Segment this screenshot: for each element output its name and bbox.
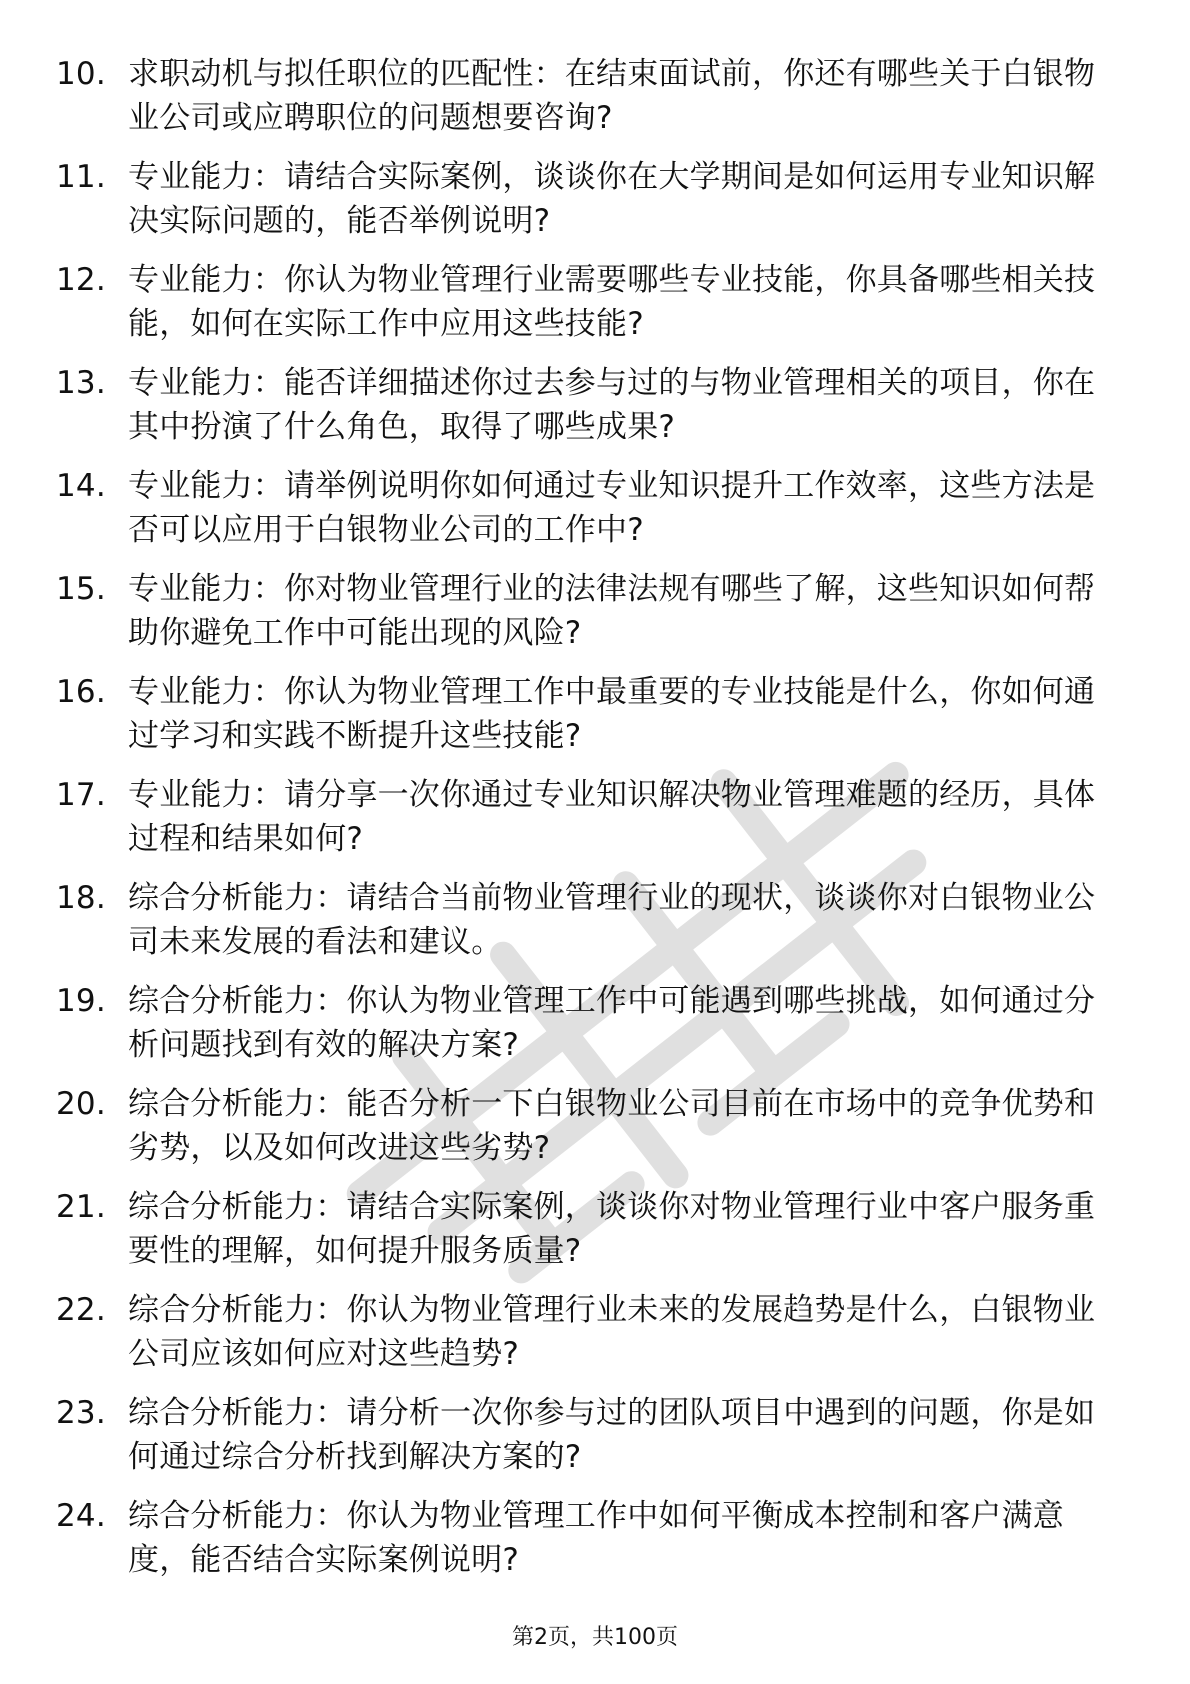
question-text: 专业能力：请分享一次你通过专业知识解决物业管理难题的经历，具体过程和结果如何? — [128, 777, 1096, 857]
question-item — [56, 979, 1126, 1067]
question-text: 专业能力：你认为物业管理行业需要哪些专业技能，你具备哪些相关技能，如何在实际工作中应用这些技能? — [128, 262, 1096, 342]
question-number: 20. — [56, 1086, 106, 1122]
question-item — [56, 876, 1126, 964]
question-text: 专业能力：能否详细描述你过去参与过的与物业管理相关的项目，你在其中扮演了什么角色，取得了哪些成果? — [128, 365, 1096, 445]
question-item — [56, 1494, 1126, 1582]
question-number: 13. — [56, 365, 106, 401]
question-item — [56, 670, 1126, 758]
question-text: 综合分析能力：请结合当前物业管理行业的现状，谈谈你对白银物业公司未来发展的看法和建议。 — [128, 880, 1096, 960]
question-text: 专业能力：你对物业管理行业的法律法规有哪些了解，这些知识如何帮助你避免工作中可能出现的风险? — [128, 571, 1096, 651]
question-item — [56, 155, 1126, 243]
question-item — [56, 464, 1126, 552]
question-text: 综合分析能力：请结合实际案例，谈谈你对物业管理行业中客户服务重要性的理解，如何提升服务质量? — [128, 1189, 1096, 1269]
question-number: 17. — [56, 777, 106, 813]
question-item — [56, 1288, 1126, 1376]
question-number: 12. — [56, 262, 106, 298]
question-number: 16. — [56, 674, 106, 710]
question-list — [56, 52, 1126, 1597]
question-item — [56, 258, 1126, 346]
question-number: 21. — [56, 1189, 106, 1225]
question-text: 综合分析能力：你认为物业管理工作中如何平衡成本控制和客户满意度，能否结合实际案例说明? — [128, 1498, 1064, 1578]
question-number: 22. — [56, 1292, 106, 1328]
question-item — [56, 773, 1126, 861]
question-number: 11. — [56, 159, 106, 195]
question-number: 19. — [56, 983, 106, 1019]
question-text: 综合分析能力：你认为物业管理工作中可能遇到哪些挑战，如何通过分析问题找到有效的解决方案? — [128, 983, 1096, 1063]
question-text: 专业能力：请结合实际案例，谈谈你在大学期间是如何运用专业知识解决实际问题的，能否举例说明? — [128, 159, 1096, 239]
question-item — [56, 361, 1126, 449]
question-text: 综合分析能力：能否分析一下白银物业公司目前在市场中的竞争优势和劣势，以及如何改进这些劣势? — [128, 1086, 1096, 1166]
question-number: 23. — [56, 1395, 106, 1431]
question-item — [56, 1185, 1126, 1273]
question-item — [56, 567, 1126, 655]
question-text: 综合分析能力：你认为物业管理行业未来的发展趋势是什么，白银物业公司应该如何应对这些趋势? — [128, 1292, 1096, 1372]
question-number: 10. — [56, 56, 106, 92]
question-text: 综合分析能力：请分析一次你参与过的团队项目中遇到的问题，你是如何通过综合分析找到解决方案的? — [128, 1395, 1096, 1475]
question-number: 24. — [56, 1498, 106, 1534]
question-number: 14. — [56, 468, 106, 504]
question-text: 专业能力：请举例说明你如何通过专业知识提升工作效率，这些方法是否可以应用于白银物业公司的工作中? — [128, 468, 1096, 548]
page-footer: 第2页，共100页 — [512, 1625, 678, 1650]
question-text: 求职动机与拟任职位的匹配性：在结束面试前，你还有哪些关于白银物业公司或应聘职位的问题想要咨询? — [128, 56, 1096, 136]
question-item — [56, 1082, 1126, 1170]
question-text: 专业能力：你认为物业管理工作中最重要的专业技能是什么，你如何通过学习和实践不断提升这些技能? — [128, 674, 1096, 754]
question-number: 15. — [56, 571, 106, 607]
question-item — [56, 52, 1126, 140]
question-item — [56, 1391, 1126, 1479]
question-number: 18. — [56, 880, 106, 916]
